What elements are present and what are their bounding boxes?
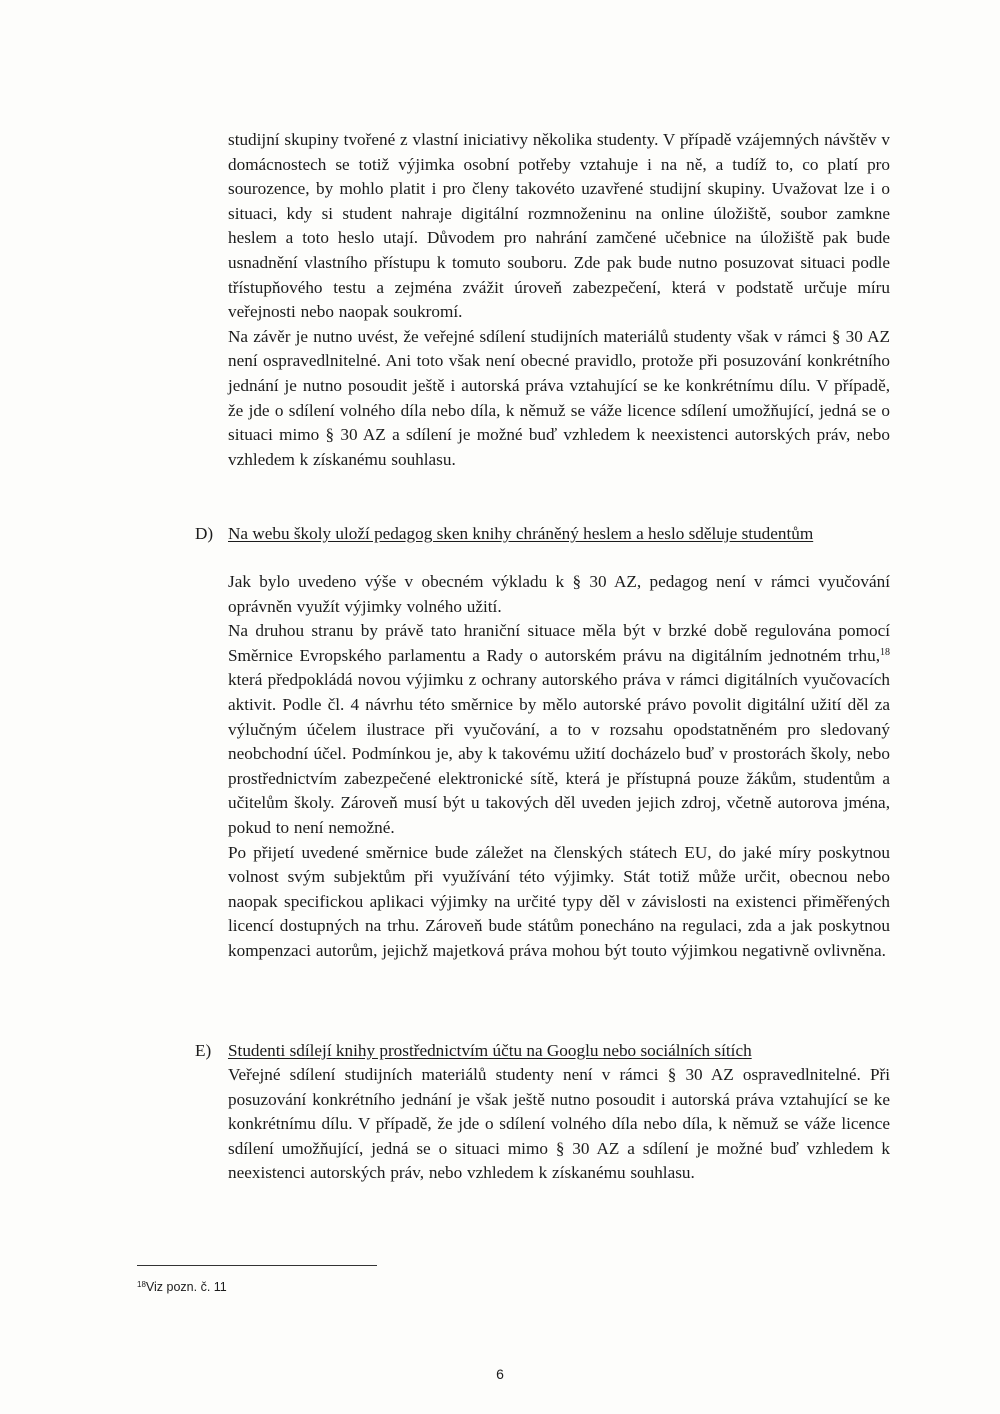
footnote-reference: 18 <box>880 646 890 658</box>
paragraph <box>228 619 890 840</box>
section-c-continuation <box>228 128 890 472</box>
paragraph: Na závěr je nutno uvést, že veřejné sdílení studijních materiálů studenty však v rámci § 30 AZ není ospravedlnitelné. Ani toto však není obecné pravidlo, protože při posuzování konkrétního jednání je nutno posoudit ještě i autorská práva vztahující se ke konkrétnímu dílu. V případě, že jde o sdílení volného díla nebo díla, k němuž se váže licence sdílení umožňující, jedná se o situaci mimo § 30 AZ a sdílení je možné buď vzhledem k neexistenci autorských práv, nebo vzhledem k získanému souhlasu. <box>228 326 890 469</box>
paragraph: Veřejné sdílení studijních materiálů studenty není v rámci § 30 AZ ospravedlnitelné. Při posuzování konkrétního jednání je však ještě nutno posoudit i autorská práva vztahující se ke konkrétnímu dílu. V případě, že jde o sdílení volného díla nebo díla, k němuž se váže licence sdílení umožňující, jedná se o situaci mimo § 30 AZ a sdílení je možné buď vzhledem k neexistenci autorských práv, nebo vzhledem k získanému souhlasu. <box>228 1065 890 1183</box>
section-title: Studenti sdílejí knihy prostřednictvím účtu na Googlu nebo sociálních sítích <box>228 1041 752 1060</box>
section-title: Na webu školy uloží pedagog sken knihy chráněný heslem a heslo sděluje studentům <box>228 524 814 543</box>
section-d-body <box>228 570 890 964</box>
footnote-divider <box>137 1265 377 1266</box>
section-d-heading <box>195 522 895 547</box>
section-e-body <box>228 1063 890 1186</box>
section-e-heading <box>195 1039 895 1064</box>
section-marker: D) <box>195 524 214 543</box>
page-number: 6 <box>496 1366 504 1382</box>
footnote-number: 18 <box>137 1280 146 1289</box>
paragraph-text: která předpokládá novou výjimku z ochrany autorského práva v rámci digitálních vyučovacích aktivit. Podle čl. 4 návrhu této směrnice by mělo autorské právo povolit digitální užití děl za výlučným účelem ilustrace při vyučování, a to v rozsahu opodstatněném pro sledovaný neobchodní účel. Podmínkou je, aby k takovému užití docházelo buď v prostorách školy, nebo prostřednictvím zabezpečené elektronické sítě, která je přístupná pouze žákům, studentům a učitelům školy. Zároveň musí být u takových děl uveden jejich zdroj, včetně autorova jména, pokud to není nemožné. <box>228 670 890 837</box>
paragraph: Jak bylo uvedeno výše v obecném výkladu k § 30 AZ, pedagog není v rámci vyučování oprávněn využít výjimky volného užití. <box>228 572 890 616</box>
paragraph-text: Na druhou stranu by právě tato hraniční situace měla být v brzké době regulována pomocí Směrnice Evropského parlamentu a Rady o autorském právu na digitálním jednotném trhu, <box>228 621 890 665</box>
section-marker: E) <box>195 1041 212 1060</box>
paragraph: studijní skupiny tvořené z vlastní iniciativy několika studenty. V případě vzájemných návštěv v domácnostech se totiž výjimka osobní potřeby vztahuje i na ně, a tudíž to, co platí pro sourozence, by mohlo platit i pro členy takovéto uzavřené studijní skupiny. Uvažovat lze i o situaci, kdy si student nahraje digitální rozmnoženinu na online úložiště, soubor zamkne heslem a toto heslo utají. Důvodem pro nahrání zamčené učebnice na úložiště pak bude usnadnění vlastního přístupu k tomuto souboru. Zde pak bude nutno posuzovat situaci podle třístupňového testu a zejména zvážit úroveň zabezpečení, která v podstatě určuje míru veřejnosti nebo naopak soukromí. <box>228 130 890 322</box>
footnote <box>137 1279 227 1295</box>
paragraph: Po přijetí uvedené směrnice bude záležet na členských státech EU, do jaké míry poskytnou volnost svým subjektům při využívání této výjimky. Stát totiž může určit, obecnou nebo naopak specifickou aplikaci výjimky na určité typy děl v závislosti na existenci přiměřených licencí dostupných na trhu. Zároveň bude státům ponecháno na regulaci, zda a jak poskytnou kompenzaci autorům, jejichž majetková práva mohou být touto výjimkou negativně ovlivněna. <box>228 842 890 960</box>
footnote-text: Viz pozn. č. 11 <box>145 1280 227 1294</box>
